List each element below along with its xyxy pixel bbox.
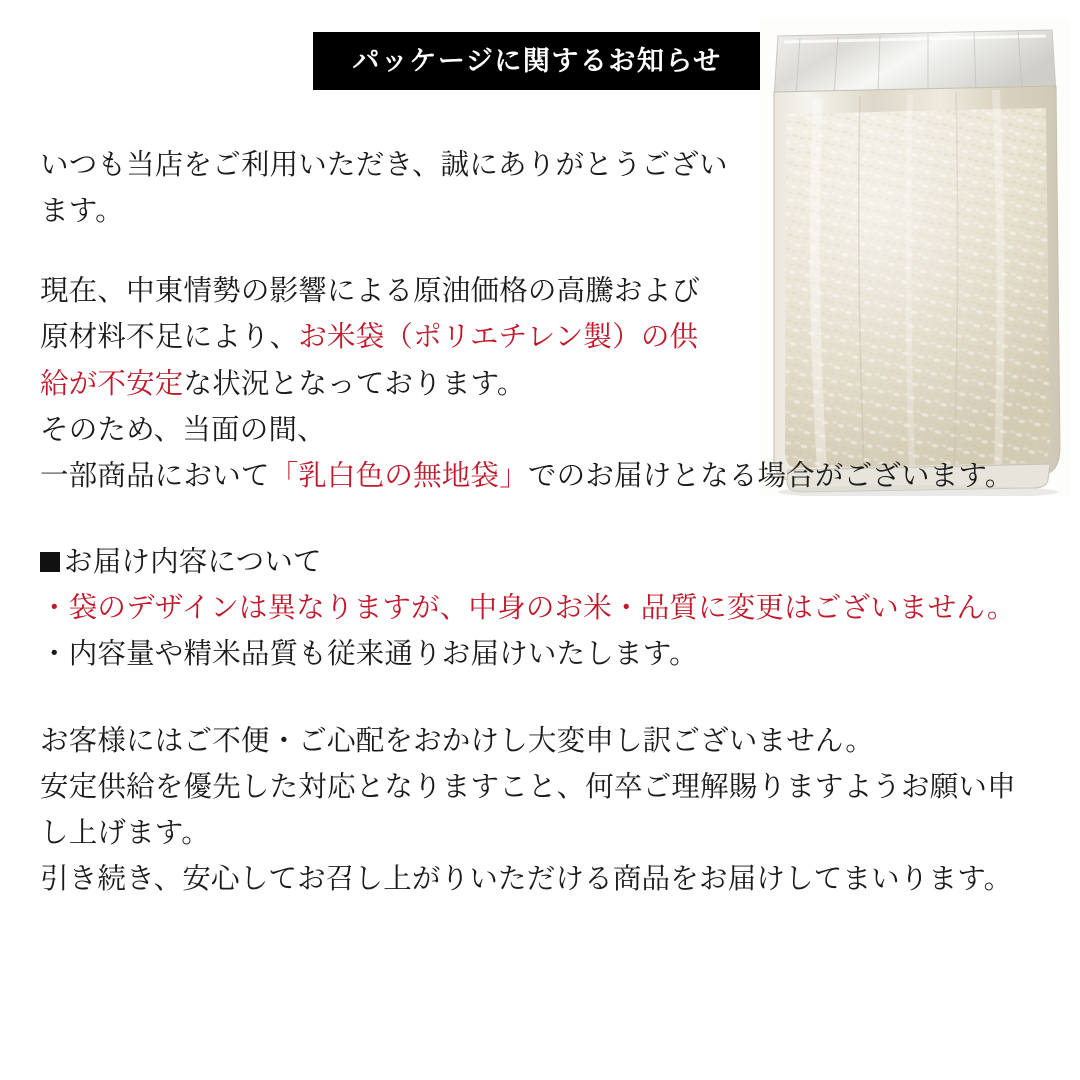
delivery-heading <box>40 539 1040 585</box>
spacer <box>40 678 1040 718</box>
situation-line-5-highlight: 「乳白色の無地袋」 <box>269 458 528 492</box>
situation-line-1: 現在、中東情勢の影響による原油価格の高騰および <box>40 274 701 308</box>
delivery-section <box>40 539 1040 677</box>
square-bullet-icon <box>40 552 60 572</box>
delivery-bullet-1: ・袋のデザインは異なりますが、中身のお米・品質に変更はございません。 <box>40 591 1016 625</box>
situation-line-5 <box>40 453 1040 499</box>
situation-line-4: そのため、当面の間、 <box>40 412 326 446</box>
notice-body <box>40 142 1040 902</box>
notice-banner <box>313 32 761 90</box>
spacer <box>40 499 1040 539</box>
apology-line-4: 引き続き、安心してお召し上がりいただける商品をお届けしてまいります。 <box>40 862 1013 896</box>
situation-paragraph <box>40 268 1040 499</box>
intro-paragraph <box>40 142 740 234</box>
apology-line-3: し上げます。 <box>40 815 210 849</box>
apology-line-2: 安定供給を優先した対応となりますこと、何卒ご理解賜りますようお願い申 <box>40 769 1016 803</box>
intro-line-1: いつも当店をご利用いただき、誠にありがとうござい <box>40 148 728 181</box>
apology-line-1: お客様にはご不便・ご心配をおかけし大変申し訳ございません。 <box>40 723 875 757</box>
apology-paragraph <box>40 718 1040 903</box>
situation-line-3-plain: な状況となっております。 <box>183 366 526 400</box>
situation-line-2-plain: 原材料不足により、 <box>40 320 299 354</box>
situation-line-3 <box>40 361 1040 407</box>
delivery-bullet-2: ・内容量や精米品質も従来通りお届けいたします。 <box>40 637 698 671</box>
situation-line-2 <box>40 314 1040 360</box>
banner-title: パッケージに関するお知らせ <box>352 45 722 77</box>
intro-line-2: ます。 <box>40 194 124 228</box>
situation-line-3-highlight: 給が不安定 <box>40 366 184 400</box>
situation-line-5-plain-b: でのお届けとなる場合がございます。 <box>527 458 1014 492</box>
situation-line-5-plain-a: 一部商品において <box>40 458 270 492</box>
situation-line-2-highlight: お米袋（ポリエチレン製）の供 <box>298 320 699 354</box>
delivery-heading-label: お届け内容について <box>64 545 322 579</box>
spacer <box>40 234 1040 268</box>
